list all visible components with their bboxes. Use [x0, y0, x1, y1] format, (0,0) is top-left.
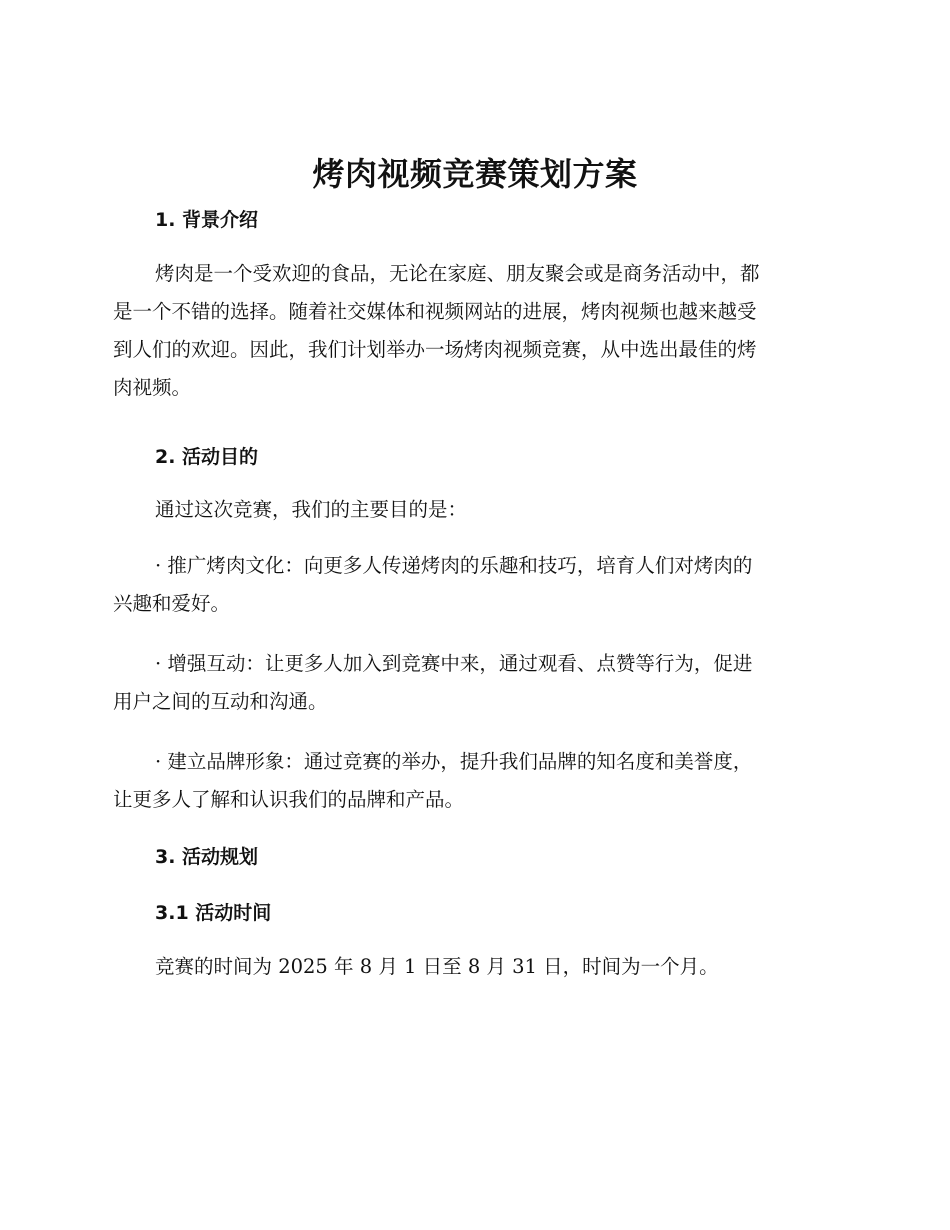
paragraph-line: 通过这次竞赛，我们的主要目的是：: [155, 498, 468, 521]
bullet-item-promote-culture: [113, 547, 833, 623]
paragraph-line: 肉视频。: [113, 376, 192, 399]
paragraph-purpose-intro: [113, 491, 833, 529]
paragraph-line: 让更多人了解和认识我们的品牌和产品。: [113, 788, 465, 811]
section-heading-planning: 3. 活动规划: [155, 846, 259, 868]
paragraph-line: 竞赛的时间为 2025 年 8 月 1 日至 8 月 31 日，时间为一个月。: [155, 955, 719, 978]
paragraph-line: 兴趣和爱好。: [113, 592, 231, 615]
paragraph-line: 是一个不错的选择。随着社交媒体和视频网站的进展，烤肉视频也越来越受: [113, 300, 757, 323]
paragraph-activity-time: [113, 948, 833, 986]
bullet-item-interaction: [113, 645, 833, 721]
paragraph-line: · 增强互动：让更多人加入到竞赛中来，通过观看、点赞等行为，促进: [155, 652, 753, 675]
bullet-item-brand-image: [113, 743, 833, 819]
document-title: 烤肉视频竞赛策划方案: [312, 155, 638, 193]
paragraph-line: 到人们的欢迎。因此，我们计划举办一场烤肉视频竞赛，从中选出最佳的烤: [113, 338, 757, 361]
paragraph-line: · 推广烤肉文化：向更多人传递烤肉的乐趣和技巧，培育人们对烤肉的: [155, 554, 753, 577]
section-heading-purpose: 2. 活动目的: [155, 446, 259, 468]
paragraph-line: 烤肉是一个受欢迎的食品，无论在家庭、朋友聚会或是商务活动中，都: [155, 262, 760, 285]
section-heading-background: 1. 背景介绍: [155, 209, 259, 231]
paragraph-line: 用户之间的互动和沟通。: [113, 690, 328, 713]
paragraph-background: [113, 255, 833, 407]
paragraph-line: · 建立品牌形象：通过竞赛的举办，提升我们品牌的知名度和美誉度，: [155, 750, 753, 773]
subsection-heading-time: 3.1 活动时间: [155, 902, 272, 924]
